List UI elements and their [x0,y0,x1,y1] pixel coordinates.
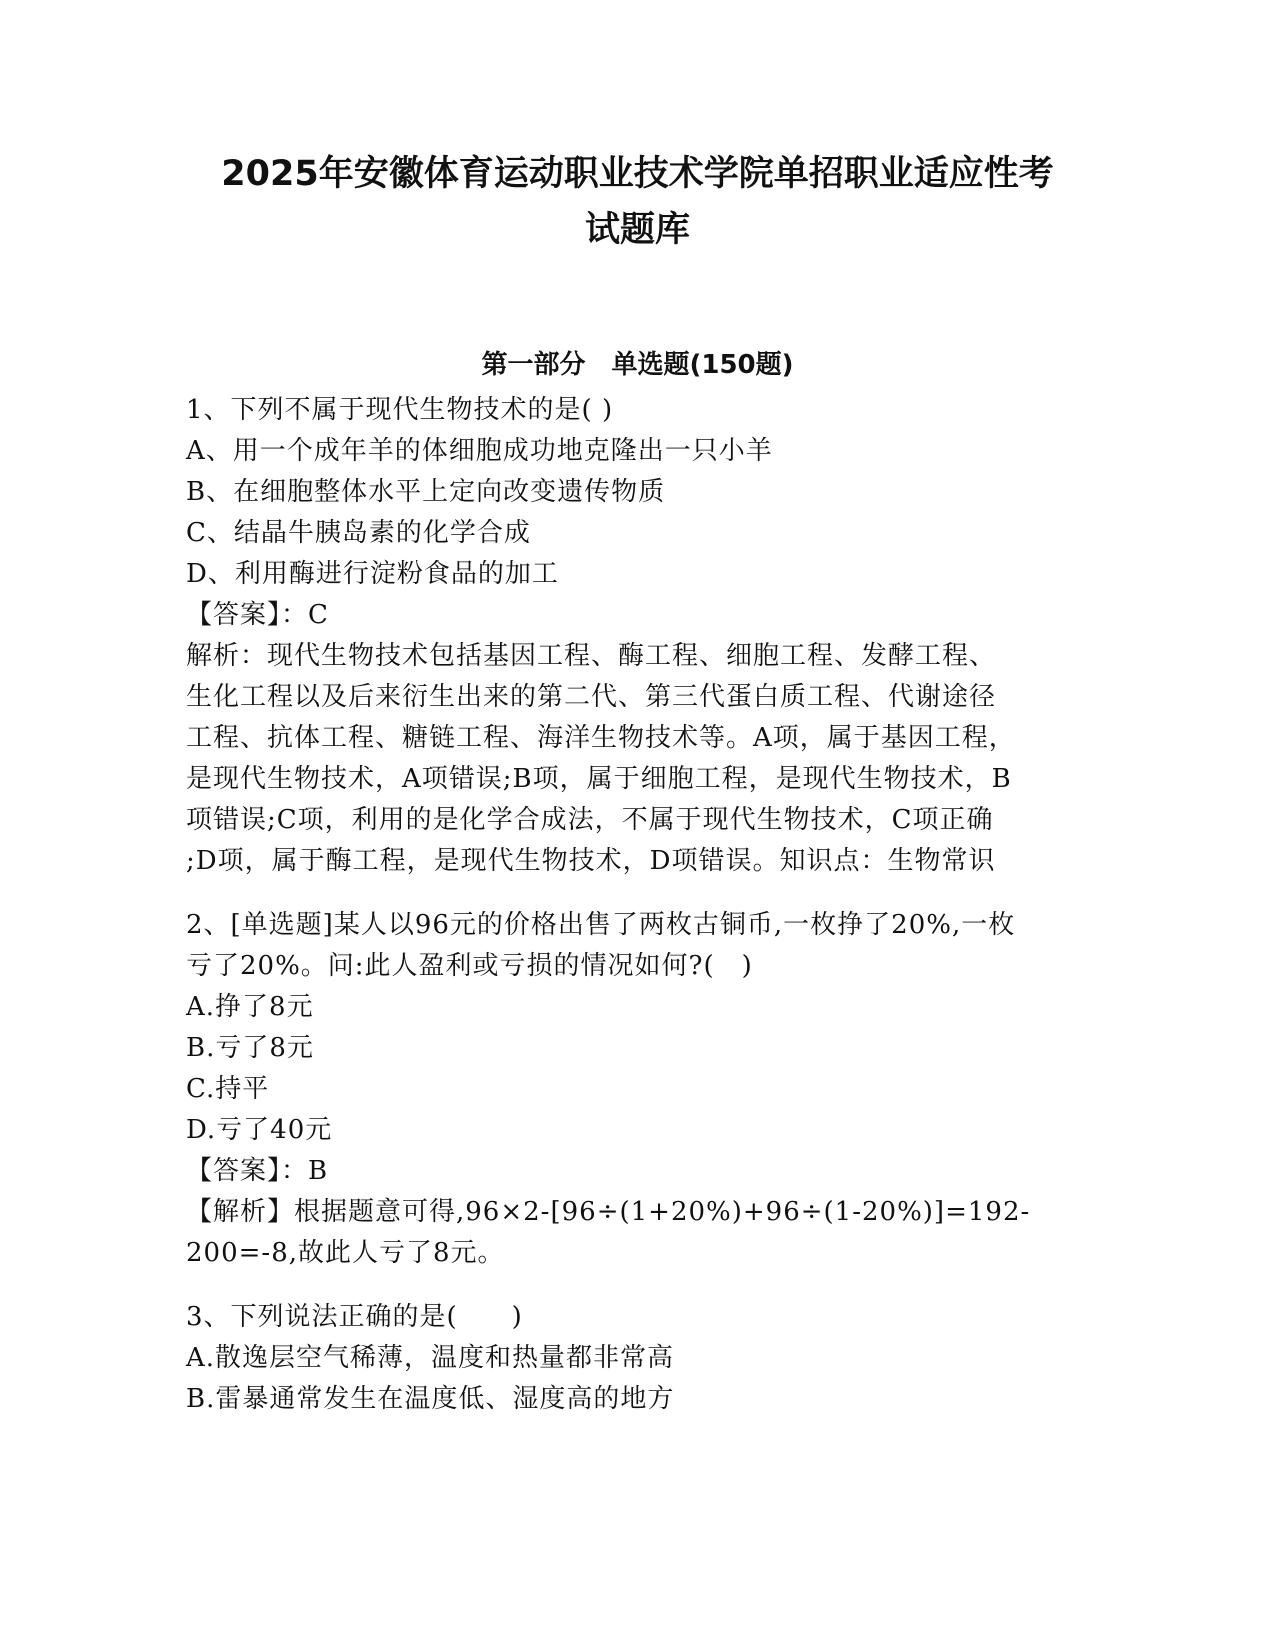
document-title-line-1: 2025年安徽体育运动职业技术学院单招职业适应性考 [221,154,1054,194]
question-2-option-b: B.亏了8元 [186,1033,314,1063]
question-1-option-b: B、在细胞整体水平上定向改变遗传物质 [186,477,666,507]
question-1-analysis-line: 解析：现代生物技术包括基因工程、酶工程、细胞工程、发酵工程、 [186,641,997,671]
question-2-answer: 【答案】：B [186,1156,329,1186]
question-1-option-d: D、利用酶进行淀粉食品的加工 [186,559,559,589]
question-1-analysis-line: ;D项，属于酶工程，是现代生物技术，D项错误。知识点：生物常识 [186,846,996,876]
question-1-analysis-line: 工程、抗体工程、糖链工程、海洋生物技术等。A项，属于基因工程， [186,723,1016,753]
question-2-option-a: A.挣了8元 [186,992,314,1022]
question-2-analysis-line: 【解析】根据题意可得,96×2-[96÷(1+20%)+96÷(1-20%)]=192- [186,1197,1031,1227]
question-1-option-c: C、结晶牛胰岛素的化学合成 [186,518,531,548]
question-3-stem: 3、下列说法正确的是( ) [186,1302,523,1332]
question-1-answer: 【答案】：C [186,600,329,630]
question-2-stem: 2、[单选题]某人以96元的价格出售了两枚古铜币,一枚挣了20%,一枚 [186,910,1016,940]
question-1-stem: 1、下列不属于现代生物技术的是( ) [186,395,614,425]
question-3-option-a: A.散逸层空气稀薄，温度和热量都非常高 [186,1343,675,1373]
question-2-analysis-line: 200=-8,故此人亏了8元。 [186,1238,505,1268]
question-1-analysis-line: 生化工程以及后来衍生出来的第二代、第三代蛋白质工程、代谢途径 [186,682,997,712]
question-2-option-c: C.持平 [186,1074,270,1104]
question-1-option-a: A、用一个成年羊的体细胞成功地克隆出一只小羊 [186,436,773,466]
question-2-stem: 亏了20%。问:此人盈利或亏损的情况如何?( ) [186,951,753,981]
section-heading: 第一部分 单选题(150题) [481,350,794,380]
question-2-option-d: D.亏了40元 [186,1115,333,1145]
question-1-analysis-line: 项错误;C项，利用的是化学合成法，不属于现代生物技术，C项正确 [186,805,994,835]
question-1-analysis-line: 是现代生物技术，A项错误;B项，属于细胞工程，是现代生物技术，B [186,764,1012,794]
question-3-option-b: B.雷暴通常发生在温度低、湿度高的地方 [186,1384,675,1414]
document-title-line-2: 试题库 [584,210,690,250]
